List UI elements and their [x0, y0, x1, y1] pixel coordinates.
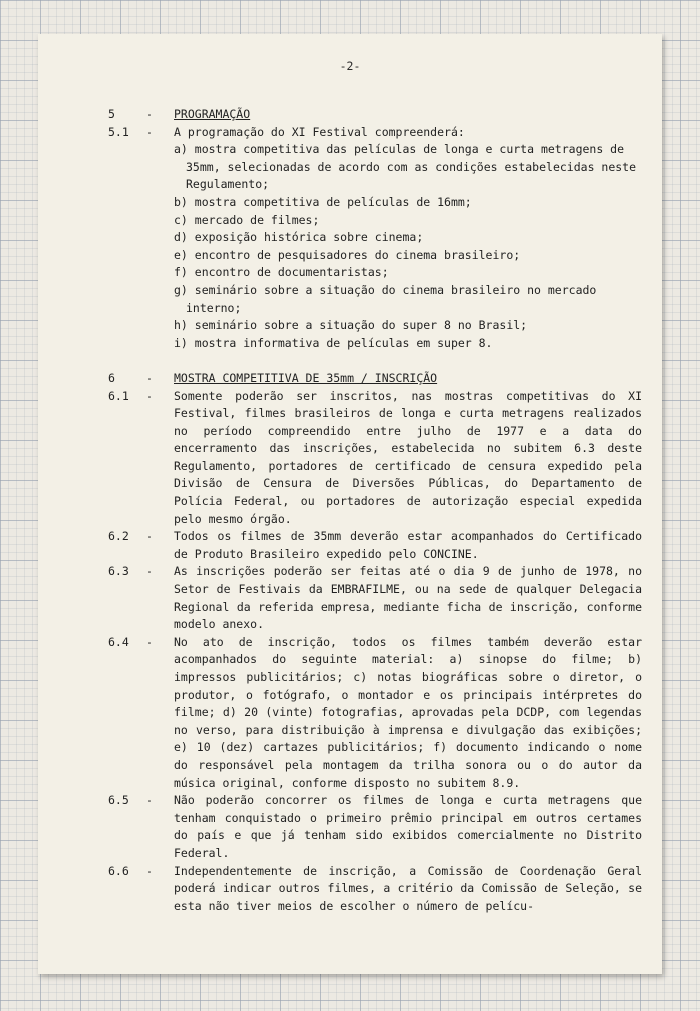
list-item: a) mostra competitiva das películas de longa e curta metragens de 35mm, selecionadas de acordo com as condições estabelecidas neste Regulamento;: [174, 142, 637, 192]
section-heading: PROGRAMAÇÃO: [174, 107, 251, 121]
section-text: Todos os filmes de 35mm deverão estar acompanhados do Certificado de Produto Brasileiro expedido pelo CONCINE.: [174, 529, 642, 561]
section-text: Somente poderão ser inscritos, nas mostras competitivas do XI Festival, filmes brasileiros de longa e curta metragens realizados no período compreendido entre julho de 1977 e a data do encerramento das inscrições, estabelecida no subitem 6.3 deste Regulamento, portadores de certificado de censura expedido pela Divisão de Censura de Diversões Públicas, do Departamento de Polícia Federal, ou portadores de autorização especial expedida pelo mesmo órgão.: [174, 388, 642, 526]
section-6-4: [108, 634, 642, 792]
section-6-6: [108, 863, 642, 916]
document-page: [38, 34, 662, 974]
section-dash: -: [146, 634, 153, 649]
section-dash: -: [146, 388, 153, 403]
section-number: 6.1: [108, 388, 129, 403]
section-dash: -: [146, 124, 153, 139]
section-number: 6: [108, 370, 115, 385]
section-text: No ato de inscrição, todos os filmes também deverão estar acompanhados do seguinte material: a) sinopse do filme; b) impressos publicitários; c) notas biográficas sobre o diretor, o produtor, o fotógrafo, o montador e os principais intérpretes do filme; d) 20 (vinte) fotografias, aprovadas pela DCDP, com legendas no verso, para distribuição à imprensa e divulgação das exibições; e) 10 (dez) cartazes publicitários; f) documento indicando o nome do responsável pela montagem da trilha sonora ou o do autor da música original, conforme disposto no subitem 8.9.: [174, 634, 642, 790]
list-item: c) mercado de filmes;: [174, 212, 320, 227]
list-item: f) encontro de documentaristas;: [174, 265, 389, 280]
section-heading: MOSTRA COMPETITIVA DE 35mm / INSCRIÇÃO: [174, 370, 438, 385]
section-number: 5: [108, 107, 115, 121]
section-text: Não poderão concorrer os filmes de longa e curta metragens que tenham conquistado o primeiro prêmio principal em outros certames do país e que já tenham sido exibidos comercialmente no Distrito Federal.: [174, 793, 642, 860]
list-item: h) seminário sobre a situação do super 8 no Brasil;: [174, 318, 528, 333]
list-item: i) mostra informativa de películas em super 8.: [174, 335, 493, 350]
section-number: 6.5: [108, 793, 129, 808]
section-number: 6.3: [108, 564, 129, 579]
section-5: [108, 106, 642, 124]
list-item: g) seminário sobre a situação do cinema brasileiro no mercado interno;: [174, 282, 597, 315]
list-item: b) mostra competitiva de películas de 16mm;: [174, 194, 472, 209]
section-6-1: [108, 388, 642, 529]
section-6: [108, 370, 642, 388]
section-number: 6.4: [108, 634, 129, 649]
section-text: Independentemente de inscrição, a Comissão de Coordenação Geral poderá indicar outros filmes, a critério da Comissão de Seleção, se esta não tiver meios de escolher o número de pelícu-: [174, 863, 642, 913]
section-dash: -: [146, 370, 153, 385]
section-number: 5.1: [108, 124, 129, 139]
list-item: e) encontro de pesquisadores do cinema brasileiro;: [174, 247, 521, 262]
section-6-3: [108, 563, 642, 633]
section-dash: -: [146, 793, 153, 808]
section-dash: -: [146, 107, 153, 121]
section-number: 6.6: [108, 863, 129, 878]
section-5-1: [108, 124, 642, 353]
section-6-5: [108, 792, 642, 862]
section-text: A programação do XI Festival compreenderá:: [174, 124, 465, 139]
section-dash: -: [146, 863, 153, 878]
section-number: 6.2: [108, 529, 129, 544]
document-body: [108, 106, 642, 915]
section-dash: -: [146, 529, 153, 544]
list-item: d) exposição histórica sobre cinema;: [174, 230, 424, 245]
section-6-2: [108, 528, 642, 563]
page-number: -2-: [339, 59, 361, 73]
section-dash: -: [146, 564, 153, 579]
section-text: As inscrições poderão ser feitas até o dia 9 de junho de 1978, no Setor de Festivais da EMBRAFILME, ou na sede de qualquer Delegacia Regional da referida empresa, mediante ficha de inscrição, conforme modelo anexo.: [174, 564, 642, 632]
